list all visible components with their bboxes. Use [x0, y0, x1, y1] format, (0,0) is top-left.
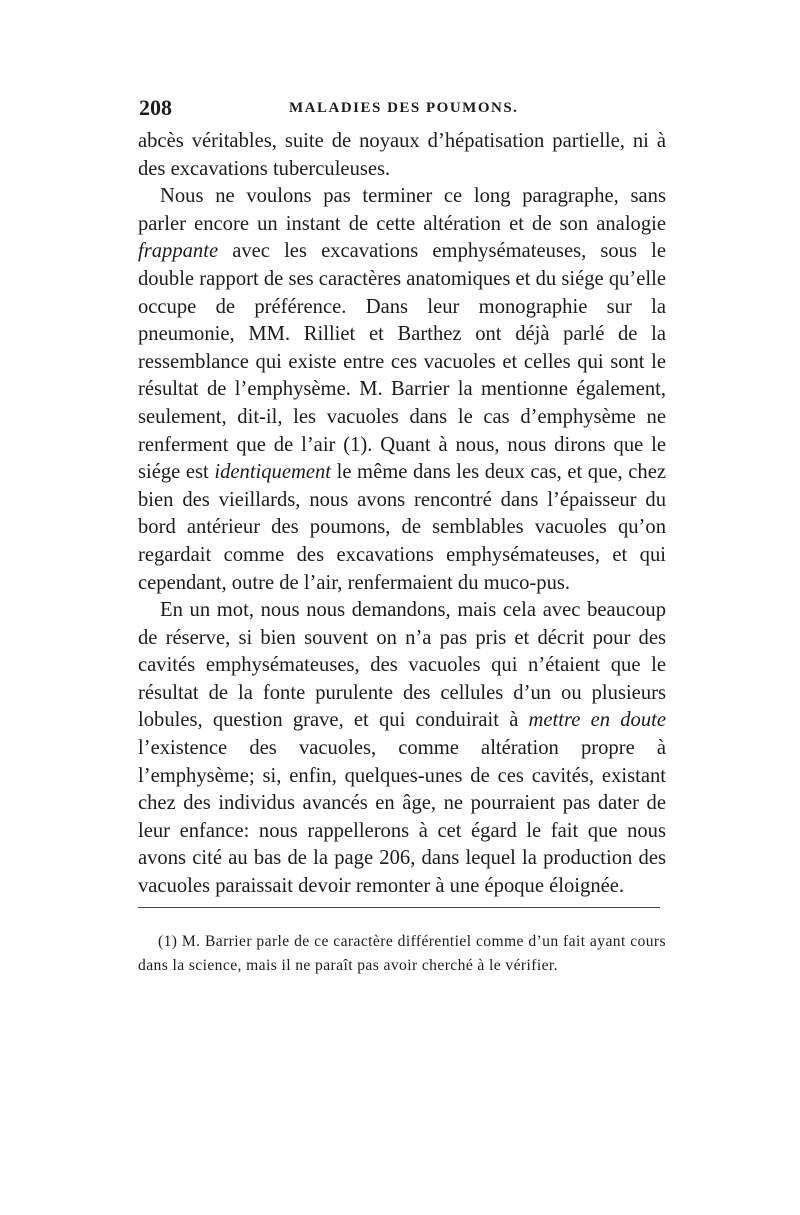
paragraph-1-text: abcès véritables, suite de noyaux d’hépatisation partielle, ni à des excavations tuberculeuses. — [138, 130, 666, 180]
paragraph-2 — [138, 183, 666, 597]
emphasis-identiquement: identiquement — [214, 461, 332, 484]
footnote-text: (1) M. Barrier parle de ce caractère différentiel comme d’un fait ayant cours dans la science, mais il ne paraît pas avoir cherché à le vérifier. — [138, 933, 666, 974]
paragraph-3-text-b: l’existence des vacuoles, comme altération propre à l’emphysème; si, enfin, quelques-unes de ces cavités, existant chez des individus avancés en âge, ne pourraient pas dater de leur enfance: nous rappellerons à cet égard le fait que nous avons cité au bas de la page 206, dans lequel la production des vacuoles paraissait devoir remonter à une époque éloignée. — [138, 737, 666, 898]
paragraph-3-text-a: En un mot, nous nous demandons, mais cela avec beaucoup de réserve, si bien souvent on n’a pas pris et décrit pour des cavités emphysémateuses, des vacuoles qui n’étaient que le résultat de la fonte purulente des cellules d’un ou plusieurs lobules, question grave, et qui conduirait à — [138, 599, 666, 732]
body-text — [138, 128, 666, 901]
running-head — [139, 95, 669, 125]
paragraph-2-text-a: Nous ne voulons pas terminer ce long paragraphe, sans parler encore un instant de cette altération et de son analogie — [138, 185, 666, 235]
emphasis-frappante: frappante — [138, 240, 219, 263]
paragraph-3 — [138, 597, 666, 901]
page-number: 208 — [139, 95, 172, 120]
paragraph-1 — [138, 128, 666, 183]
paragraph-2-text-c: le même dans les deux cas, et que, chez bien des vieillards, nous avons rencontré dans l’épaisseur du bord antérieur des poumons, de semblables vacuoles qu’on regardait comme des excavations emphysémateuses, et qui cependant, outre de l’air, renfermaient du muco-pus. — [138, 461, 666, 594]
footnote — [138, 930, 666, 978]
running-title: MALADIES DES POUMONS. — [289, 100, 519, 116]
paragraph-2-text-b: avec les excavations emphysémateuses, sous le double rapport de ses caractères anatomiques et du siége qu’elle occupe de préférence. Dans leur monographie sur la pneumonie, MM. Rilliet et Barthez ont déjà parlé de la ressemblance qui existe entre ces vacuoles et celles qui sont le résultat de l’emphysème. M. Barrier la mentionne également, seulement, dit-il, les vacuoles dans le cas d’emphysème ne renferment que de l’air (1). Quant à nous, nous dirons que le siége est — [138, 240, 666, 484]
footnote-rule — [138, 907, 660, 908]
emphasis-mettre-en-doute: mettre en doute — [528, 709, 666, 732]
